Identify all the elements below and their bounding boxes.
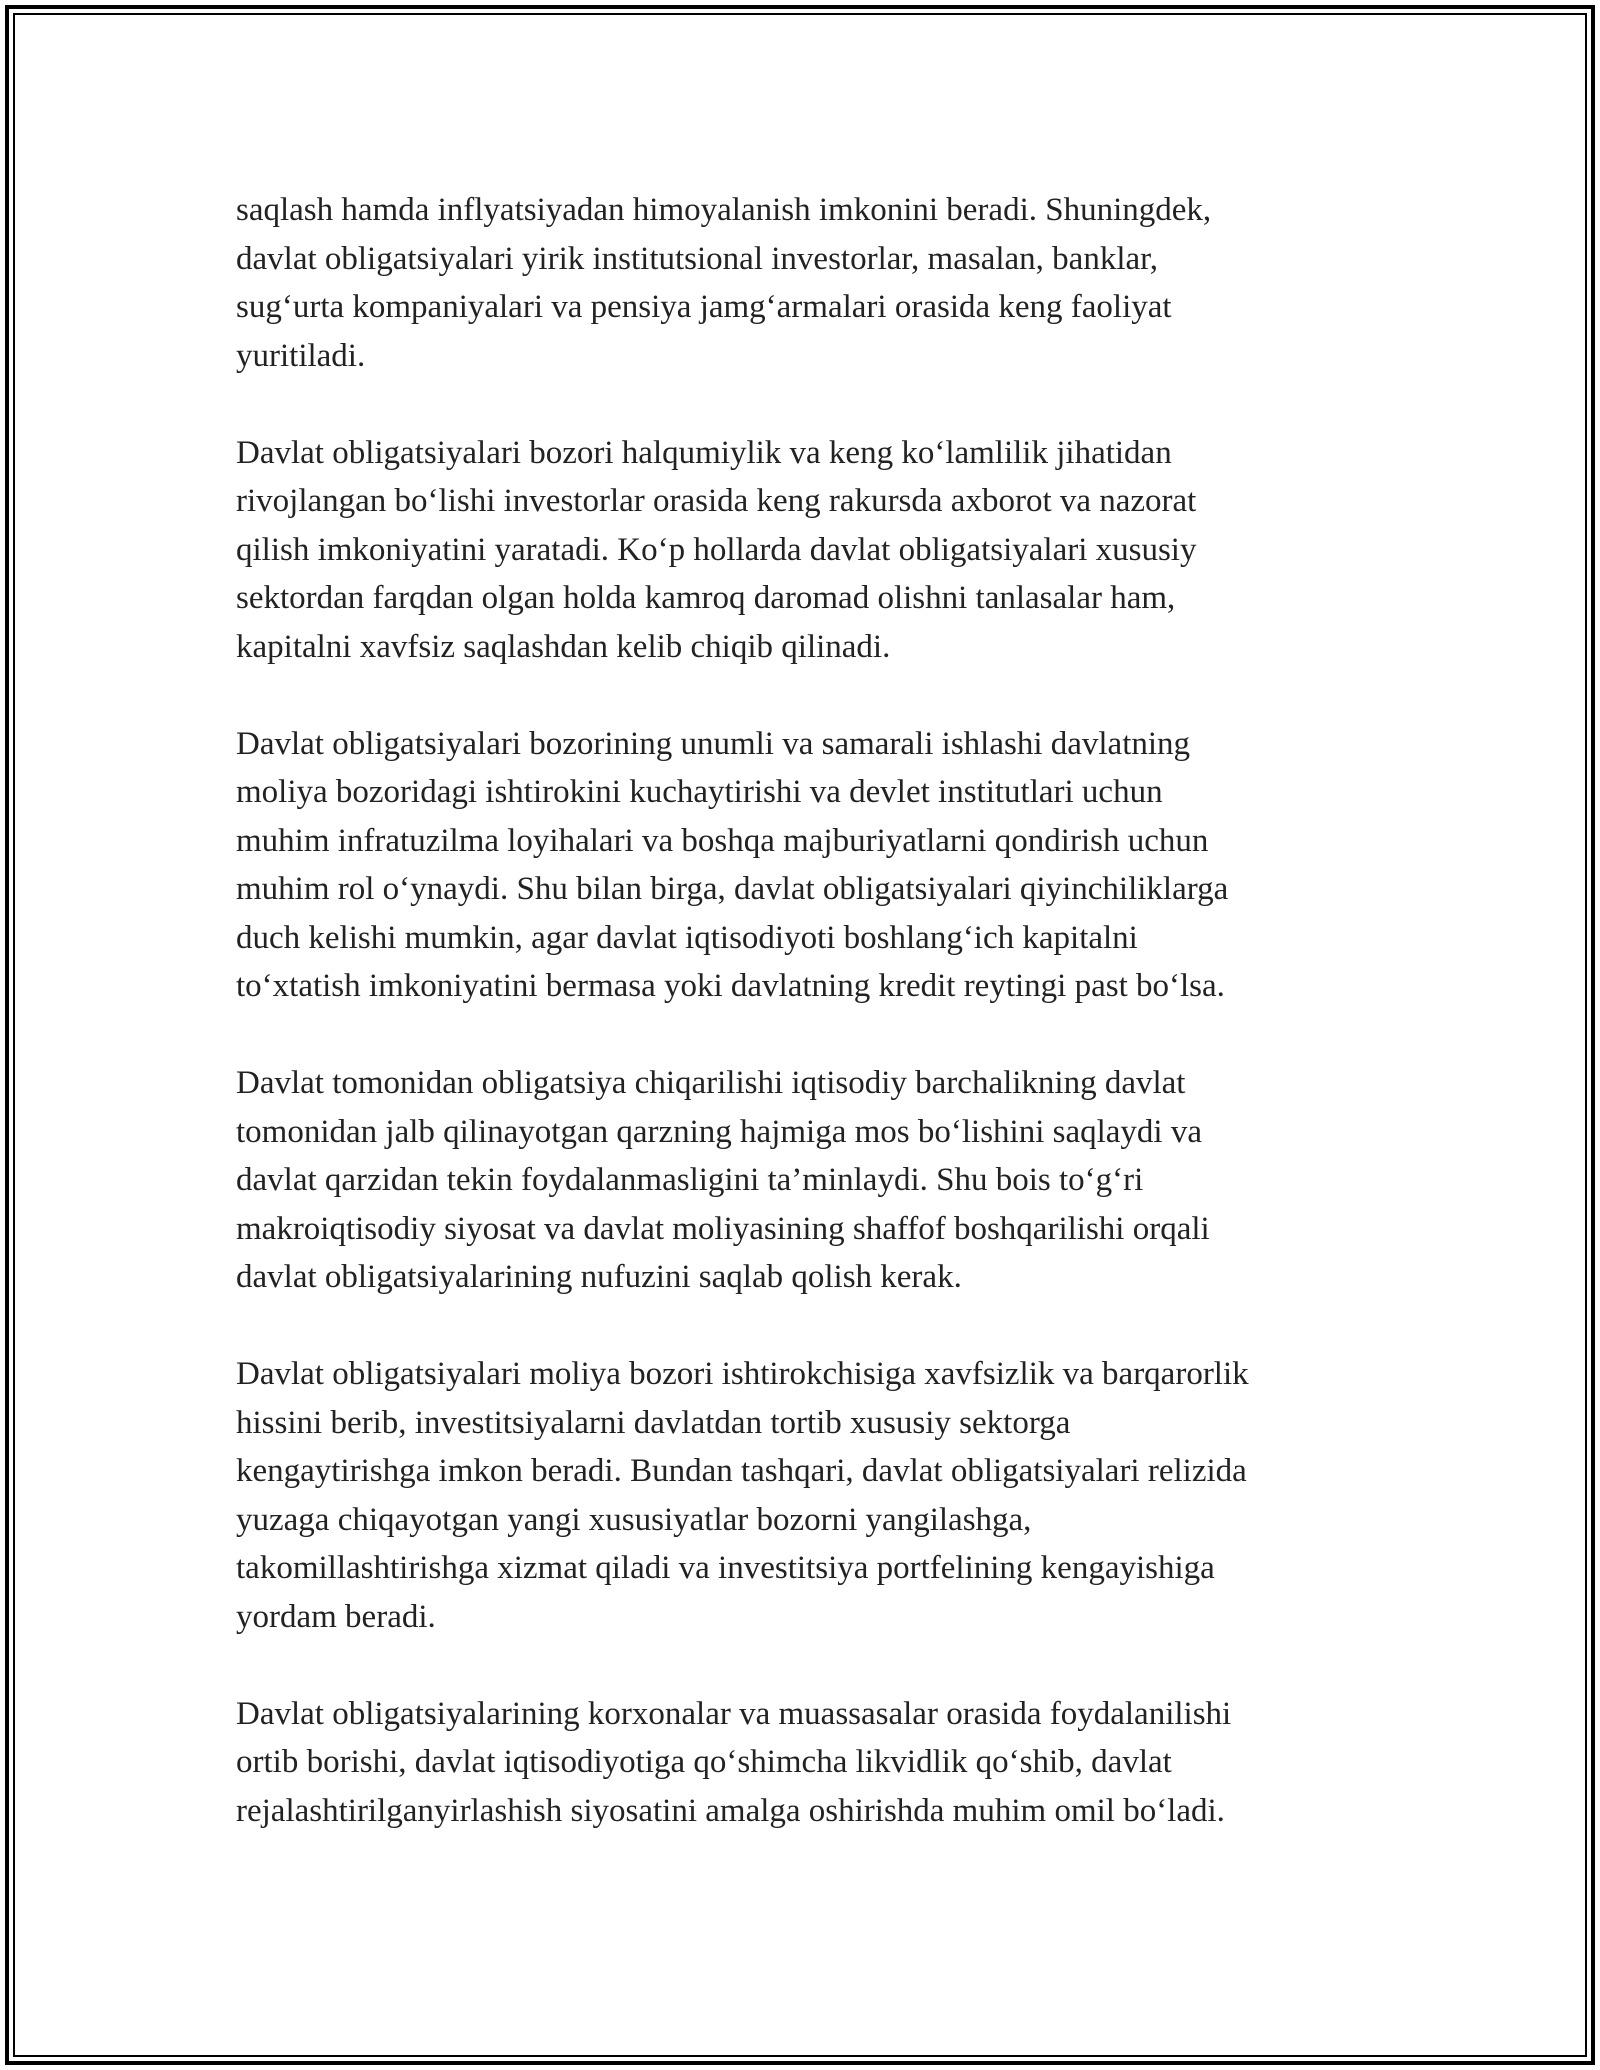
text-line: yordam beradi. [236,1598,436,1635]
text-line: kengaytirishga imkon beradi. Bundan tashqari, davlat obligatsiyalari relizida [236,1453,1247,1489]
paragraph-4 [236,1059,1376,1302]
text-line: yuzaga chiqayotgan yangi xususiyatlar bozorni yangilashga, [236,1501,1032,1538]
text-line: Davlat tomonidan obligatsiya chiqarilishi iqtisodiy barchalikning davlat [236,1065,1186,1101]
text-line: muhim rol o‘ynaydi. Shu bilan birga, davlat obligatsiyalari qiyinchiliklarga [236,871,1229,907]
text-line: saqlash hamda inflyatsiyadan himoyalanish imkonini beradi. Shuningdek, [236,192,1212,228]
text-line: sug‘urta kompaniyalari va pensiya jamg‘armalari orasida keng faoliyat [236,289,1172,325]
text-line: Davlat obligatsiyalari bozorining unumli va samarali ishlashi davlatning [236,725,1191,762]
text-line: davlat qarzidan tekin foydalanmasligini ta’minlaydi. Shu bois to‘g‘ri [236,1162,1144,1198]
text-line: rejalashtirilganyirlashish siyosatini amalga oshirishda muhim omil bo‘ladi. [236,1792,1225,1829]
paragraph-6 [236,1690,1376,1836]
text-line: davlat obligatsiyalarining nufuzini saqlab qolish kerak. [236,1259,962,1295]
text-line: Davlat obligatsiyalari moliya bozori ishtirokchisiga xavfsizlik va barqarorlik [236,1356,1249,1392]
text-line: Davlat obligatsiyalarining korxonalar va muassasalar orasida foydalanilishi [236,1695,1232,1732]
paragraph-5 [236,1350,1376,1641]
text-line: qilish imkoniyatini yaratadi. Ko‘p hollarda davlat obligatsiyalari xususiy [236,531,1197,568]
text-line: duch kelishi mumkin, agar davlat iqtisodiyoti boshlang‘ich kapitalni [236,919,1138,956]
paragraph-3 [236,720,1376,1011]
text-line: moliya bozoridagi ishtirokini kuchaytirishi va devlet institutlari uchun [236,774,1163,810]
text-line: Davlat obligatsiyalari bozori halqumiylik va keng ko‘lamlilik jihatidan [236,434,1172,471]
text-line: sektordan farqdan olgan holda kamroq daromad olishni tanlasalar ham, [236,580,1176,616]
text-line: hissini berib, investitsiyalarni davlatdan tortib xususiy sektorga [236,1404,1071,1441]
text-line: yuritiladi. [236,337,366,374]
text-line: makroiqtisodiy siyosat va davlat moliyasining shaffof boshqarilishi orqali [236,1210,1210,1247]
document-body [236,186,1376,1884]
text-line: muhim infratuzilma loyihalari va boshqa majburiyatlarni qondirish uchun [236,822,1209,859]
text-line: takomillashtirishga xizmat qiladi va investitsiya portfelining kengayishiga [236,1550,1215,1586]
text-line: ortib borishi, davlat iqtisodiyotiga qo‘shimcha likvidlik qo‘shib, davlat [236,1744,1172,1780]
text-line: rivojlangan bo‘lishi investorlar orasida keng rakursda axborot va nazorat [236,483,1197,519]
text-line: tomonidan jalb qilinayotgan qarzning hajmiga mos bo‘lishini saqlaydi va [236,1113,1202,1150]
text-line: to‘xtatish imkoniyatini bermasa yoki davlatning kredit reytingi past bo‘lsa. [236,968,1225,1004]
paragraph-1 [236,186,1376,380]
text-line: davlat obligatsiyalari yirik institutsional investorlar, masalan, banklar, [236,240,1159,277]
paragraph-2 [236,429,1376,672]
text-line: kapitalni xavfsiz saqlashdan kelib chiqib qilinadi. [236,628,891,665]
